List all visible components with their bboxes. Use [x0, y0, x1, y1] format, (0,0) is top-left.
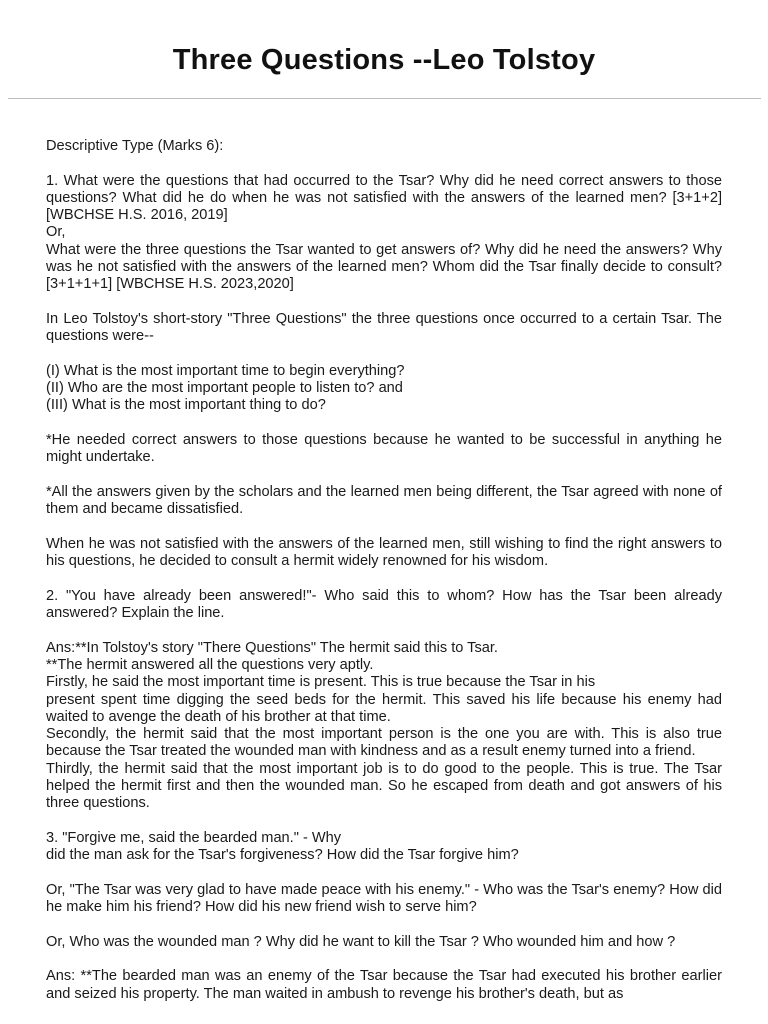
question-3-alternative-1: Or, "The Tsar was very glad to have made peace with his enemy." - Who was the Tsar's enemy? How did he make him his friend? How did his new friend wish to serve him? — [46, 881, 722, 916]
answer-1-intro: In Leo Tolstoy's short-story "Three Questions" the three questions once occurred to a certain Tsar. The questions were-- — [46, 310, 722, 345]
alternative-marker: Or, — [46, 224, 66, 241]
question-2: 2. "You have already been answered!"- Who said this to whom? How has the Tsar been already answered? Explain the line. — [46, 587, 722, 622]
paragraph-gap — [46, 864, 722, 881]
paragraph-gap — [46, 622, 722, 639]
paragraph-gap — [46, 294, 722, 311]
paragraph-gap — [46, 346, 722, 363]
answer-1-point-2: *All the answers given by the scholars and the learned men being different, the Tsar agreed with none of them and became dissatisfied. — [46, 483, 722, 518]
paragraph-gap — [46, 813, 722, 830]
paragraph-gap — [46, 467, 722, 484]
paragraph-gap — [46, 155, 722, 172]
answer-2-line-1: Ans:**In Tolstoy's story "There Questions" The hermit said this to Tsar. — [46, 639, 498, 656]
paragraph-gap — [46, 951, 722, 968]
answer-3: Ans: **The bearded man was an enemy of the Tsar because the Tsar had executed his brother earlier and seized his property. The man waited in ambush to revenge his brother's death, but as — [46, 968, 722, 1002]
question-1: 1. What were the questions that had occurred to the Tsar? Why did he need correct answers to those questions? What did he do when he was not satisfied with the answers of the learned men? [3+1+2] [WBCHSE H.S. 2016, 2019] — [46, 172, 722, 224]
title-divider — [8, 98, 761, 99]
answer-2-line-6: Thirdly, the hermit said that the most important job is to do good to the people. This is true. The Tsar helped the hermit first and then the wounded man. So he escaped from death and got answers of his three questions. — [46, 760, 722, 812]
question-3-line-2: did the man ask for the Tsar's forgiveness? How did the Tsar forgive him? — [46, 847, 519, 864]
question-3-line-1: 3. "Forgive me, said the bearded man." - Why — [46, 829, 342, 846]
paragraph-gap — [46, 916, 722, 933]
answer-2-line-3: Firstly, he said the most important time is present. This is true because the Tsar in his — [46, 674, 596, 691]
question-item-3: (III) What is the most important thing to do? — [46, 397, 326, 414]
section-heading: Descriptive Type (Marks 6): — [46, 138, 224, 154]
answer-2-line-2: **The hermit answered all the questions very aptly. — [46, 656, 374, 673]
document-title: Three Questions --Leo Tolstoy — [172, 44, 596, 76]
answer-2-line-4: present spent time digging the seed beds for the hermit. This saved his life because his enemy had waited to avenge the death of his brother at that time. — [46, 691, 722, 725]
document-body — [46, 138, 722, 1003]
answer-1-point-3: When he was not satisfied with the answers of the learned men, still wishing to find the right answers to his questions, he decided to consult a hermit widely renowned for his wisdom. — [46, 535, 722, 570]
paragraph-gap — [46, 519, 722, 536]
paragraph-gap — [46, 570, 722, 587]
question-item-1: (I) What is the most important time to begin everything? — [46, 362, 405, 379]
question-3-alternative-2: Or, Who was the wounded man ? Why did he want to kill the Tsar ? Who wounded him and how ? — [46, 933, 676, 950]
question-item-2: (II) Who are the most important people to listen to? and — [46, 380, 403, 397]
answer-1-point-1: *He needed correct answers to those questions because he wanted to be successful in anything he might undertake. — [46, 432, 722, 466]
paragraph-gap — [46, 415, 722, 432]
question-1-alternative: What were the three questions the Tsar wanted to get answers of? Why did he need the answers? Why was he not satisfied with the answers of the learned men? Whom did the Tsar finally decide to consult? [3+1+1+1] [WBCHSE H.S. 2023,2020] — [46, 241, 722, 293]
answer-2-line-5: Secondly, the hermit said that the most important person is the one you are with. This is also true because the Tsar treated the wounded man with kindness and as a result enemy turned into a friend. — [46, 726, 722, 760]
